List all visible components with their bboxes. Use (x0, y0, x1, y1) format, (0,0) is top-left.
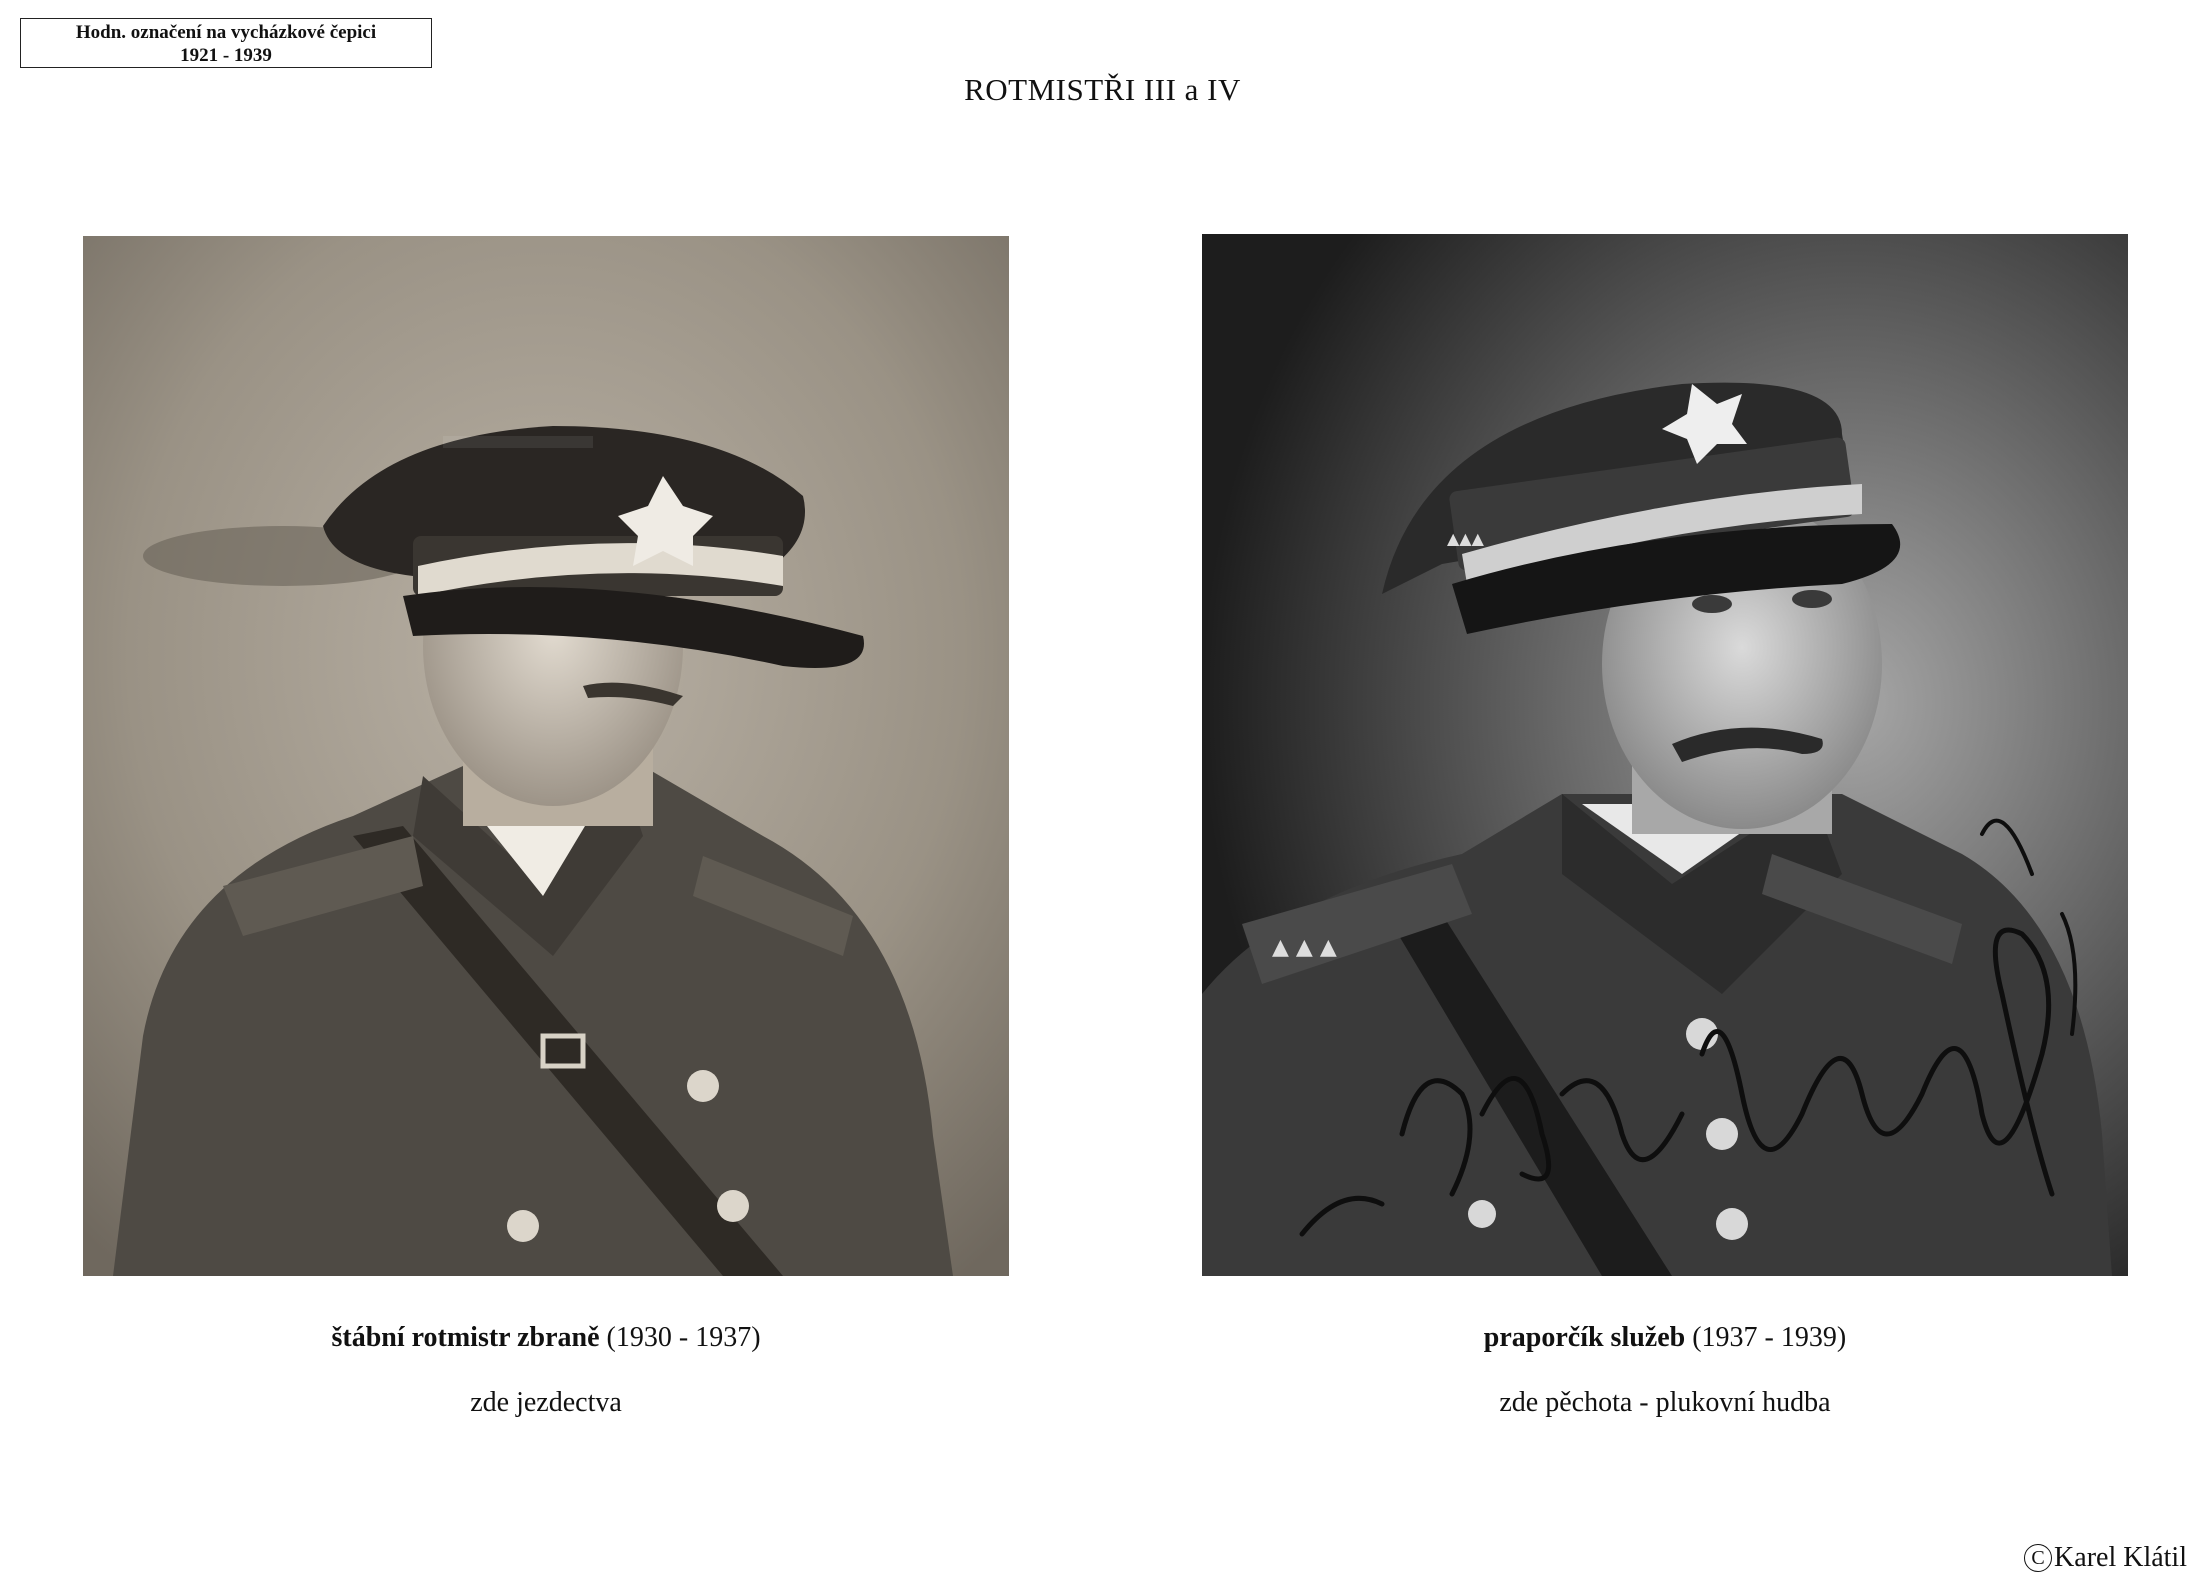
header-label-box (20, 18, 432, 68)
left-caption-years: (1930 - 1937) (606, 1322, 761, 1353)
left-caption (83, 1322, 1009, 1354)
right-caption-rank: praporčík služeb (1483, 1322, 1686, 1353)
copyright-notice (2024, 1542, 2187, 1574)
right-caption (1202, 1322, 2128, 1354)
left-caption-rank: štábní rotmistr zbraně (331, 1322, 600, 1353)
right-subcaption: zde pěchota - plukovní hudba (1499, 1387, 1831, 1418)
portrait-photo-left (83, 236, 1009, 1276)
svg-text:▲ ▲ ▲: ▲ ▲ ▲ (1272, 935, 1337, 960)
page-title: ROTMISTŘI III a IV (964, 72, 1241, 107)
copyright-author: Karel Klátil (2054, 1542, 2187, 1573)
left-subcaption: zde jezdectva (470, 1387, 622, 1418)
right-caption-years: (1937 - 1939) (1692, 1322, 1847, 1353)
svg-text:▲▲▲: ▲▲▲ (1447, 529, 1484, 548)
header-label-line1: Hodn. označení na vycházkové čepici (75, 22, 377, 43)
copyright-icon: C (2024, 1544, 2052, 1572)
portrait-photo-right (1202, 234, 2128, 1276)
header-label-line2: 1921 - 1939 (180, 45, 272, 66)
